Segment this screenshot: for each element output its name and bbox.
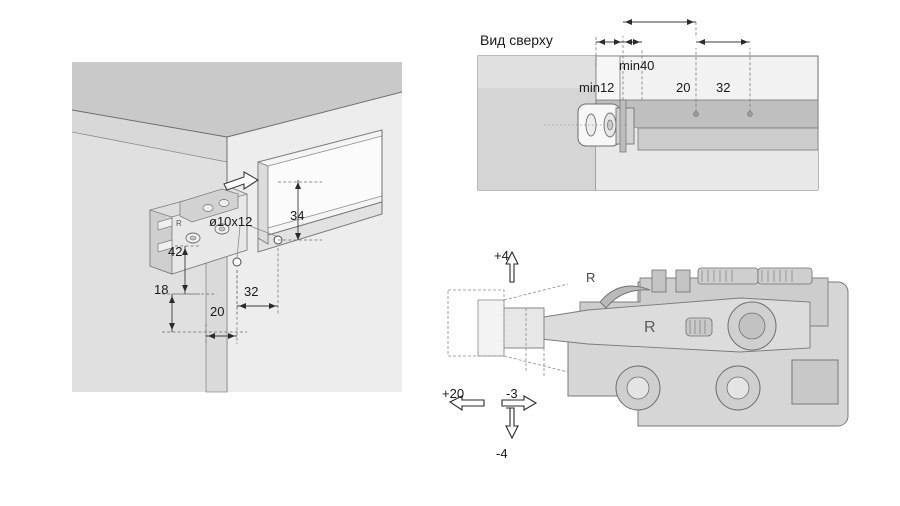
- top-view-title: Вид сверху: [480, 32, 553, 48]
- top-view-plan: [478, 30, 878, 220]
- label-adjust-right: -3: [506, 386, 518, 401]
- label-min40: min40: [619, 58, 655, 73]
- label-dim-18: 18: [154, 282, 169, 297]
- mark-r-top: R: [586, 270, 596, 285]
- arrow-down-icon: [506, 408, 518, 438]
- label-top-dim-32: 32: [716, 80, 731, 95]
- label-dim-34: 34: [290, 208, 305, 223]
- label-hole-spec: ø10x12: [209, 214, 253, 229]
- svg-text:R: R: [176, 219, 182, 228]
- label-min12: min12: [579, 80, 615, 95]
- installation-perspective-view: [72, 62, 402, 392]
- adjustment-drawing: [440, 240, 870, 480]
- hinge-adjustment-view: [440, 240, 870, 480]
- label-adjust-left: +20: [442, 386, 465, 401]
- label-adjust-down: -4: [496, 446, 508, 461]
- label-dim-32: 32: [244, 284, 259, 299]
- label-dim-20: 20: [210, 304, 225, 319]
- mark-r-body: R: [644, 319, 656, 336]
- label-dim-42: 42: [168, 244, 183, 259]
- label-adjust-up: +4: [494, 248, 509, 263]
- label-top-dim-20: 20: [676, 80, 691, 95]
